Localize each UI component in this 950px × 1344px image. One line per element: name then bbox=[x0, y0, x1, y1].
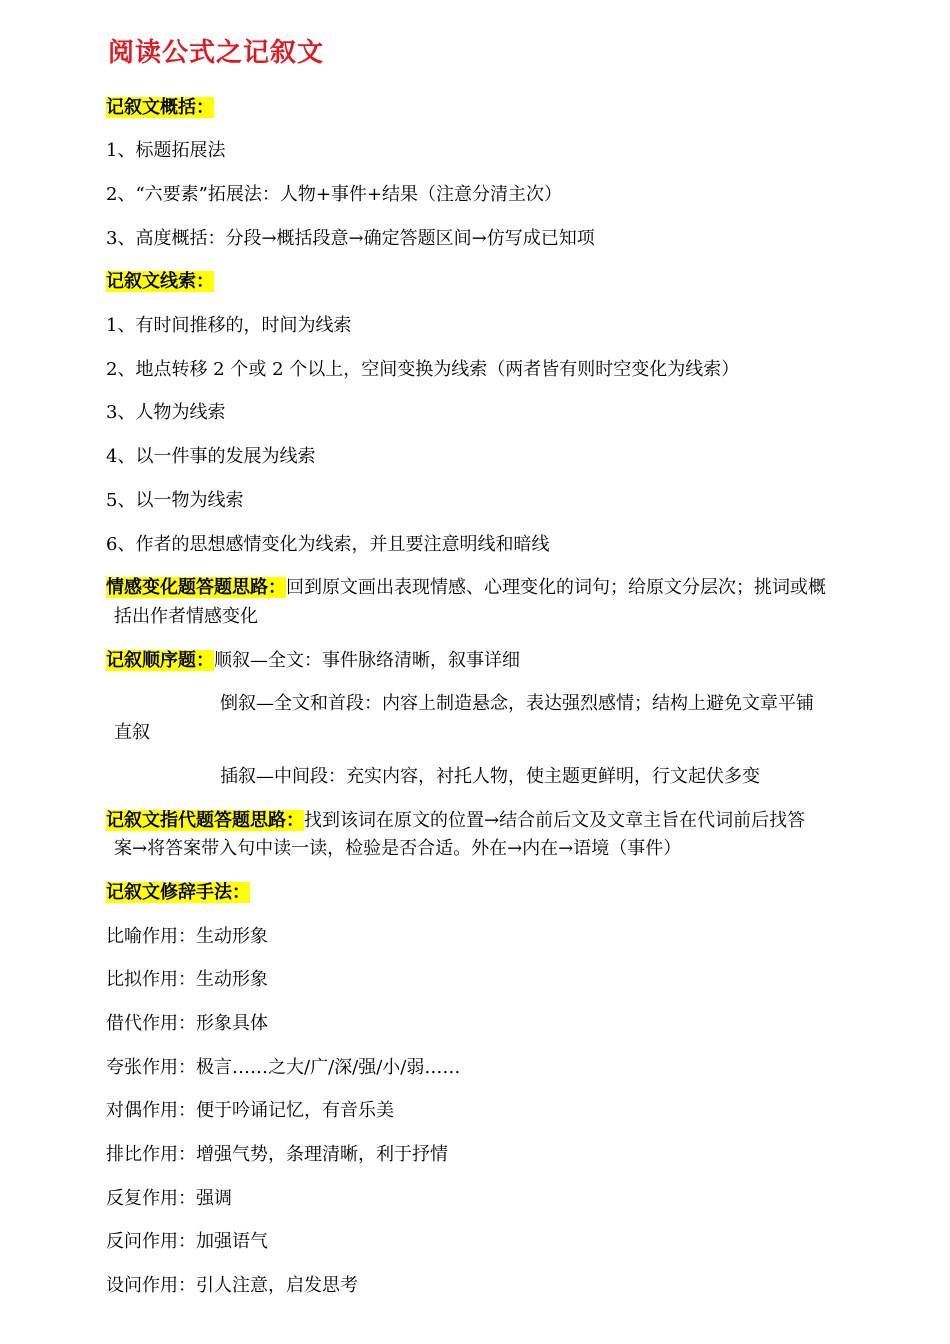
list-item: 3、高度概括：分段→概括段意→确定答题区间→仿写成已知项 bbox=[106, 228, 595, 249]
page-title: 阅读公式之记叙文 bbox=[108, 38, 325, 68]
paragraph-text: 顺叙—全文：事件脉络清晰，叙事详细 bbox=[214, 650, 520, 671]
list-item: 对偶作用：便于吟诵记忆，有音乐美 bbox=[106, 1100, 394, 1121]
list-item: 借代作用：形象具体 bbox=[106, 1013, 268, 1034]
section-shunxu bbox=[106, 649, 520, 673]
list-item: 2、“六要素”拓展法：人物+事件+结果（注意分清主次） bbox=[106, 184, 563, 205]
list-item: 设问作用：引人注意，启发思考 bbox=[106, 1275, 358, 1296]
list-item: 3、人物为线索 bbox=[106, 402, 226, 423]
paragraph-text: 找到该词在原文的位置→结合前后文及文章主旨在代词前后找答 bbox=[304, 810, 806, 831]
paragraph-text: 插叙—中间段：充实内容，衬托人物，使主题更鲜明，行文起伏多变 bbox=[220, 766, 760, 787]
highlighted-heading: 记叙顺序题： bbox=[106, 650, 214, 671]
section-heading-xiansuo bbox=[106, 270, 214, 294]
highlighted-heading: 记叙文概括： bbox=[106, 97, 214, 118]
paragraph-continuation: 案→将答案带入句中读一读，检验是否合适。外在→内在→语境（事件） bbox=[114, 838, 682, 859]
highlighted-heading: 情感变化题答题思路： bbox=[106, 577, 286, 598]
list-item: 6、作者的思想感情变化为线索，并且要注意明线和暗线 bbox=[106, 534, 550, 555]
paragraph-text: 倒叙—全文和首段：内容上制造悬念，表达强烈感情；结构上避免文章平铺 bbox=[220, 693, 814, 714]
list-item: 比拟作用：生动形象 bbox=[106, 969, 268, 990]
paragraph-continuation: 直叙 bbox=[114, 722, 150, 743]
highlighted-heading: 记叙文修辞手法： bbox=[106, 882, 250, 903]
section-heading-gaikuo bbox=[106, 96, 214, 120]
section-qinggan bbox=[106, 576, 826, 600]
list-item: 反复作用：强调 bbox=[106, 1188, 232, 1209]
section-heading-xiuci bbox=[106, 881, 250, 905]
list-item: 4、以一件事的发展为线索 bbox=[106, 446, 316, 467]
list-item: 2、地点转移 2 个或 2 个以上，空间变换为线索（两者皆有则时空变化为线索） bbox=[106, 359, 740, 380]
list-item: 比喻作用：生动形象 bbox=[106, 926, 268, 947]
list-item: 夸张作用：极言……之大/广/深/强/小/弱…… bbox=[106, 1057, 461, 1078]
list-item: 1、有时间推移的，时间为线索 bbox=[106, 315, 352, 336]
list-item: 反问作用：加强语气 bbox=[106, 1231, 268, 1252]
list-item: 1、标题拓展法 bbox=[106, 140, 226, 161]
paragraph-text: 回到原文画出表现情感、心理变化的词句；给原文分层次；挑词或概 bbox=[286, 577, 826, 598]
list-item: 排比作用：增强气势，条理清晰，利于抒情 bbox=[106, 1144, 448, 1165]
list-item: 5、以一物为线索 bbox=[106, 490, 244, 511]
highlighted-heading: 记叙文指代题答题思路： bbox=[106, 810, 304, 831]
highlighted-heading: 记叙文线索： bbox=[106, 271, 214, 292]
section-zhidai bbox=[106, 809, 805, 833]
paragraph-continuation: 括出作者情感变化 bbox=[114, 606, 258, 627]
